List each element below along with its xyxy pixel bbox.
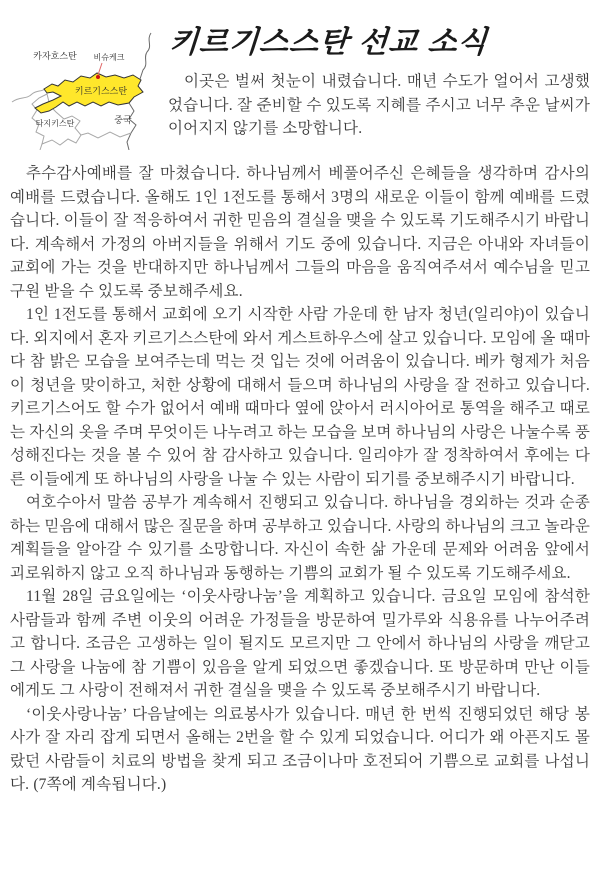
paragraph-neighbor-love: 11월 28일 금요일에는 ‘이웃사랑나눔’을 계획하고 있습니다. 금요일 모임에 참석한 사람들과 함께 주변 이웃의 어려운 가정들을 방문하여 밀가루와 식용유를 나누어주려고 합니다. 조금은 고생하는 일이 될지도 모르지만 그 안에서 하나님의 사랑을 깨닫고 그 사랑을 나눔에 참 기쁨이 있음을 알게 되었으면 좋겠습니다. 또 방문하며 만난 이들에게도 그 사랑이 전해져서 귀한 결실을 맺을 수 있도록 중보해주시기 바랍니다. [10, 588, 590, 699]
paragraph-thanksgiving: 추수감사예배를 잘 마쳤습니다. 하나님께서 베풀어주신 은혜들을 생각하며 감사의 예배를 드렸습니다. 올해도 1인 1전도를 통해서 3명의 새로운 이들이 함께 예배를 드렸습니다. 이들이 잘 적응하여서 귀한 믿음의 결실을 맺을 수 있도록 기도해주시기 바랍니다. 계속해서 가정의 아버지들을 위해서 기도 중에 있습니다. 지금은 아내와 자녀들이 교회에 가는 것을 반대하지만 하나님께서 그들의 마음을 움직여주셔서 예수님을 믿고 구원 받을 수 있도록 중보해주세요. [10, 165, 590, 300]
map-label-kyrgyzstan: 키르기스스탄 [74, 86, 128, 96]
bishkek-marker-icon [96, 75, 100, 79]
map-border-china-lower [127, 103, 136, 150]
map-label-bishkek: 비슈케크 [93, 53, 125, 62]
paragraph-joshua-study: 여호수아서 말씀 공부가 계속해서 진행되고 있습니다. 하나님을 경외하는 것과 순종하는 믿음에 대해서 많은 질문을 하며 공부하고 있습니다. 사랑의 하나님의 크고 놀라운 계획들을 알아갈 수 있기를 소망합니다. 자신이 속한 삶 가운데 문제와 어려움 앞에서 괴로워하지 않고 오직 하나님과 동행하는 기쁨의 교회가 될 수 있도록 기도해주세요. [10, 494, 590, 582]
paragraph-ilya: 1인 1전도를 통해서 교회에 오기 시작한 사람 가운데 한 남자 청년(일리야)이 있습니다. 외지에서 혼자 키르기스스탄에 와서 게스트하우스에 살고 있습니다. 모임에 올 때마다 참 밝은 모습을 보여주는데 먹는 것 입는 것에 어려움이 있습니다. 베카 형제가 처음 이 청년을 맞이하고, 처한 상황에 대해서 들으며 하나님의 사랑을 잘 전하고 있습니다. 키르기스어도 할 수가 없어서 예배 때마다 옆에 앉아서 러시아어로 통역을 해주고 때로는 자신의 옷을 주며 무엇이든 나누려고 하는 모습을 보며 하나님의 사랑은 나눌수록 풍성해진다는 것을 볼 수 있어 참 감사하고 있습니다. 일리야가 잘 정착하여서 후에는 다른 이들에게 또 하나님의 사랑을 나눌 수 있는 사람이 되기를 중보해주시기 바랍니다. [10, 306, 590, 488]
map-label-tajikistan: 타지키스탄 [35, 119, 75, 128]
paragraph-medical-service: ‘이웃사랑나눔’ 다음날에는 의료봉사가 있습니다. 매년 한 번씩 진행되었던 해당 봉사가 잘 자리 잡게 되면서 올해는 2번을 할 수 있게 되었습니다. 어디가 왜 아픈지도 몰랐던 사람들이 치료의 방법을 찾게 되고 조금이나마 호전되어 기쁨으로 교회를 나섭니다. (7쪽에 계속됩니다.) [10, 705, 590, 793]
intro-paragraph: 이곳은 벌써 첫눈이 내렸습니다. 매년 수도가 얼어서 고생했었습니다. 잘 준비할 수 있도록 지혜를 주시고 너무 추운 날씨가 이어지지 않기를 소망합니다. [168, 73, 590, 137]
map-border-southwest [40, 144, 42, 150]
map-label-kazakhstan: 카자흐스탄 [33, 51, 77, 61]
map-label-china: 중국 [114, 115, 132, 125]
article-body [10, 154, 590, 797]
map-border-south [81, 132, 131, 138]
bishkek-pointer-line [98, 63, 102, 75]
page-title: 키르기스스탄 선교 소식 [168, 26, 489, 59]
